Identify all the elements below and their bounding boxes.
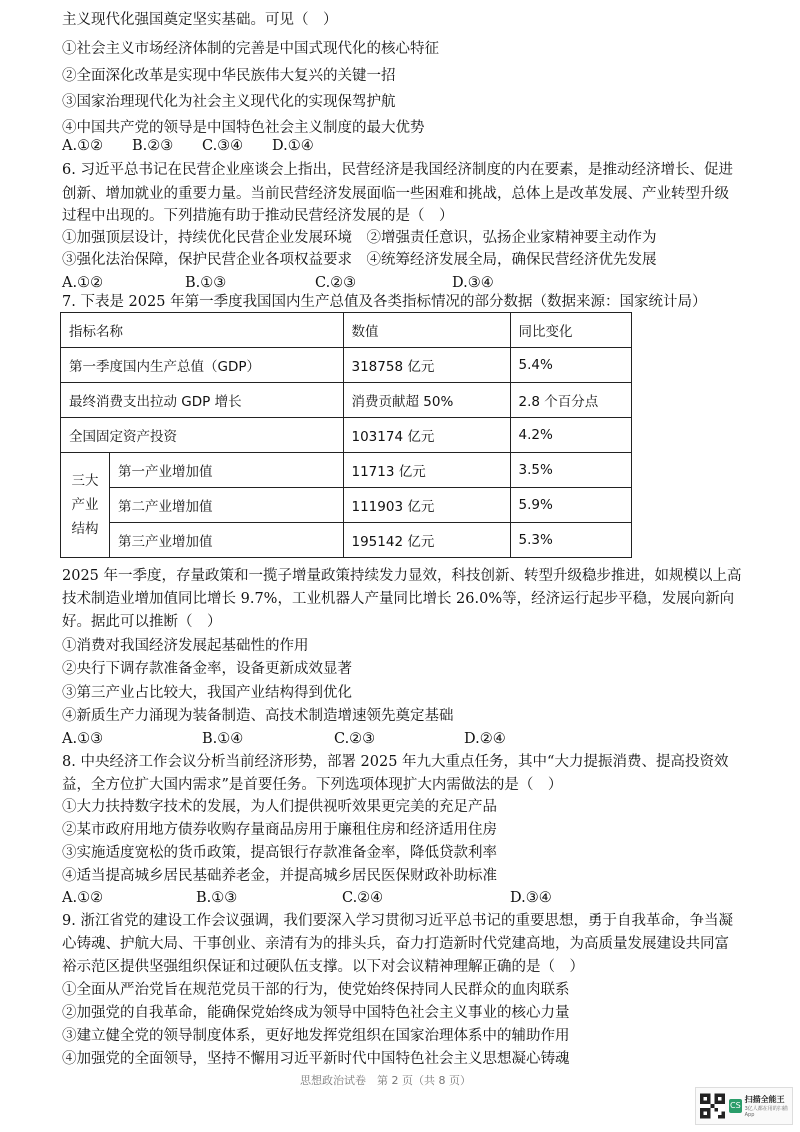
q7-options: [62, 729, 506, 749]
q6-stem-1: 6. 习近平总书记在民营企业座谈会上指出，民营经济是我国经济制度的内在要素，是推动经济增长、促进: [62, 162, 733, 178]
q5-item-4: ④中国共产党的领导是中国特色社会主义制度的最大优势: [62, 120, 425, 136]
q7-option-a: A.①③: [62, 731, 104, 747]
q5-option-a: A.①②: [62, 138, 104, 154]
table-header-cell: 同比变化: [510, 313, 632, 348]
table-row: [61, 348, 632, 383]
camscanner-name: 扫描全能王: [744, 1095, 785, 1104]
table-cell: 第一季度国内生产总值（GDP）: [61, 348, 344, 383]
q7-stem: 7. 下表是 2025 年第一季度我国国内生产总值及各类指标情况的部分数据（数据来源：国家统计局）: [62, 294, 707, 310]
table-row: [61, 453, 632, 488]
table-cell: 103174 亿元: [343, 418, 510, 453]
q8-option-d: D.③④: [510, 890, 552, 906]
q8-stem-2: 益，全方位扩大国内需求”是首要任务。下列选项体现扩大内需做法的是（ ）: [62, 777, 563, 793]
q9-item-1: ①全面从严治党旨在规范党员干部的行为，使党始终保持同人民群众的血肉联系: [62, 982, 570, 998]
q9-item-2: ②加强党的自我革命，能确保党始终成为领导中国特色社会主义事业的核心力量: [62, 1005, 570, 1021]
q5-item-2: ②全面深化改革是实现中华民族伟大复兴的关键一招: [62, 68, 396, 84]
q9-stem-3: 裕示范区提供坚强组织保证和过硬队伍支撑。以下对会议精神理解正确的是（ ）: [62, 959, 584, 975]
q8-option-a: A.①②: [62, 890, 104, 906]
q7-option-b: B.①④: [202, 731, 244, 747]
table-row: [61, 523, 632, 558]
q5-option-b: B.②③: [132, 138, 174, 154]
q8-item-4: ④适当提高城乡居民基础养老金，并提高城乡居民医保财政补助标准: [62, 868, 497, 884]
table-cell: 5.4%: [510, 348, 632, 383]
q7-item-3: ③第三产业占比较大，我国产业结构得到优化: [62, 685, 352, 701]
q6-items-1: ①加强顶层设计，持续优化民营企业发展环境 ②增强责任意识，弘扬企业家精神要主动作为: [62, 230, 657, 246]
table-header-cell: 数值: [343, 313, 510, 348]
q7-after-1: 2025 年一季度，存量政策和一揽子增量政策持续发力显效，科技创新、转型升级稳步推进，如规模以上高: [62, 568, 742, 584]
table-cell: 2.8 个百分点: [510, 383, 632, 418]
table-cell: 5.9%: [510, 488, 632, 523]
table-row: [61, 383, 632, 418]
camscanner-badge: [695, 1087, 793, 1125]
q6-items-2: ③强化法治保障，保护民营企业各项权益要求 ④统筹经济发展全局，确保民营经济优先发展: [62, 252, 657, 268]
q9-item-4: ④加强党的全面领导，坚持不懈用习近平新时代中国特色社会主义思想凝心铸魂: [62, 1051, 570, 1067]
q6-options: [62, 273, 494, 293]
q9-stem-2: 心铸魂、护航大局、干事创业、亲清有为的排头兵，奋力打造新时代党建高地，为高质量发展建设共同富: [62, 936, 729, 952]
table-header-row: [61, 313, 632, 348]
q6-option-c: C.②③: [315, 275, 357, 291]
q6-stem-2: 创新、增加就业的重要力量。当前民营经济发展面临一些困难和挑战，总体上是改革发展、产业转型升级: [62, 186, 729, 202]
q7-option-c: C.②③: [334, 731, 376, 747]
page-footer: 思想政治试卷 第 2 页（共 8 页）: [300, 1074, 471, 1087]
table-cell: 第一产业增加值: [110, 453, 344, 488]
q5-item-3: ③国家治理现代化为社会主义现代化的实现保驾护航: [62, 94, 396, 110]
camscanner-tagline: 3亿人都在用的扫描App: [744, 1106, 788, 1118]
q8-stem-1: 8. 中央经济工作会议分析当前经济形势，部署 2025 年九大重点任务，其中“大力提振消费、提高投资效: [62, 754, 729, 770]
group-label-line: 产业: [71, 497, 99, 513]
q7-item-1: ①消费对我国经济发展起基础性的作用: [62, 638, 309, 654]
table-cell: 3.5%: [510, 453, 632, 488]
group-label-line: 三大: [71, 473, 99, 489]
table-cell: 第二产业增加值: [110, 488, 344, 523]
group-label-line: 结构: [71, 521, 99, 537]
q6-stem-3: 过程中出现的。下列措施有助于推动民营经济发展的是（ ）: [62, 208, 454, 224]
q6-option-a: A.①②: [62, 275, 104, 291]
qr-code-icon: [700, 1092, 725, 1120]
q9-item-3: ③建立健全党的领导制度体系，更好地发挥党组织在国家治理体系中的辅助作用: [62, 1028, 570, 1044]
table-row: [61, 418, 632, 453]
table-row: [61, 488, 632, 523]
q8-options: [62, 888, 552, 908]
q8-option-b: B.①③: [196, 890, 238, 906]
q6-option-d: D.③④: [452, 275, 494, 291]
table-cell: 11713 亿元: [343, 453, 510, 488]
table-cell: 第三产业增加值: [110, 523, 344, 558]
camscanner-logo: CS: [729, 1099, 742, 1113]
q8-item-3: ③实施适度宽松的货币政策，提高银行存款准备金率，降低贷款利率: [62, 845, 497, 861]
table-cell: 4.2%: [510, 418, 632, 453]
q8-item-1: ①大力扶持数字技术的发展，为人们提供视听效果更完美的充足产品: [62, 799, 497, 815]
q5-option-d: D.①④: [272, 138, 314, 154]
camscanner-text: [745, 1094, 792, 1118]
q7-item-4: ④新质生产力涌现为装备制造、高技术制造增速领先奠定基础: [62, 708, 454, 724]
q7-after-2: 技术制造业增加值同比增长 9.7%，工业机器人产量同比增长 26.0%等，经济运行起步平稳，发展向新向: [62, 591, 735, 607]
table-cell: 5.3%: [510, 523, 632, 558]
q7-after-3: 好。据此可以推断（ ）: [62, 614, 222, 630]
q7-option-d: D.②④: [464, 731, 506, 747]
q7-item-2: ②央行下调存款准备金率，设备更新成效显著: [62, 661, 352, 677]
table-cell: 消费贡献超 50%: [343, 383, 510, 418]
q5-item-1: ①社会主义市场经济体制的完善是中国式现代化的核心特征: [62, 41, 439, 57]
table-cell: 111903 亿元: [343, 488, 510, 523]
q5-stem-tail: 主义现代化强国奠定坚实基础。可见（ ）: [62, 12, 338, 28]
gdp-data-table: [60, 312, 632, 558]
q8-item-2: ②某市政府用地方债券收购存量商品房用于廉租住房和经济适用住房: [62, 822, 497, 838]
table-header-cell: 指标名称: [61, 313, 344, 348]
table-cell: 195142 亿元: [343, 523, 510, 558]
q8-option-c: C.②④: [342, 890, 384, 906]
table-cell: 最终消费支出拉动 GDP 增长: [61, 383, 344, 418]
table-cell: 318758 亿元: [343, 348, 510, 383]
industry-structure-group-label: [61, 453, 110, 558]
q5-options: [62, 136, 314, 156]
table-cell: 全国固定资产投资: [61, 418, 344, 453]
q5-option-c: C.③④: [202, 138, 244, 154]
q9-stem-1: 9. 浙江省党的建设工作会议强调，我们要深入学习贯彻习近平总书记的重要思想，勇于自我革命，争当凝: [62, 913, 733, 929]
q6-option-b: B.①③: [185, 275, 227, 291]
